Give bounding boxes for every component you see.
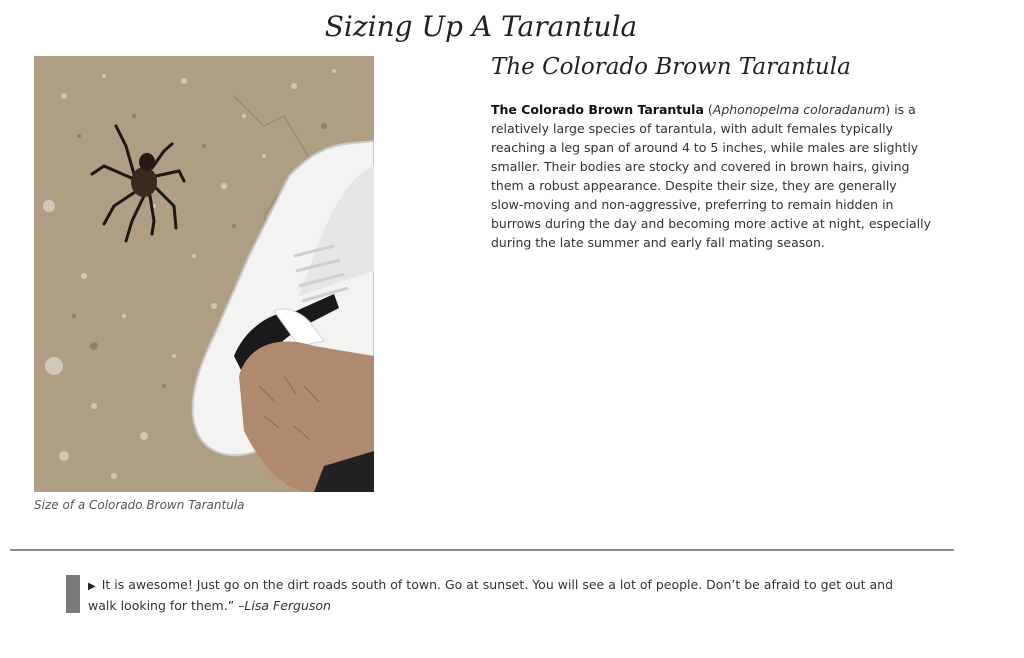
article-paragraph xyxy=(491,100,931,252)
scientific-name: Aphonopelma coloradanum xyxy=(712,102,886,117)
photo-caption: Size of a Colorado Brown Tarantula xyxy=(34,498,245,512)
attribution-dash: – xyxy=(234,598,245,613)
quote-text xyxy=(88,575,903,615)
blockquote xyxy=(66,575,906,613)
article-body: ) is a relatively large species of tarantula, with adult females typically reaching a leg span of around 4 to 5 inches, while males are slightly smaller. Their bodies are stocky and covered in brown hairs, giving them a robust appearance. Despite their size, they are generally slow-moving and non-aggressive, preferring to remain hidden in burrows during the day and becoming more active at night, especially during the late summer and early fall mating season. xyxy=(491,102,931,250)
section-heading: The Colorado Brown Tarantula xyxy=(491,54,851,80)
play-triangle-icon[interactable]: ▶ xyxy=(88,581,96,592)
quote-body: It is awesome! Just go on the dirt roads south of town. Go at sunset. You will see a lot of people. Don’t be afraid to get out and walk looking for them.” xyxy=(88,577,894,613)
tarantula-photo xyxy=(34,56,374,492)
open-paren: ( xyxy=(703,102,713,117)
quote-author: Lisa Ferguson xyxy=(244,598,331,613)
quote-bar xyxy=(66,575,80,613)
species-name-bold: The Colorado Brown Tarantula xyxy=(491,102,704,117)
page-title: Sizing Up A Tarantula xyxy=(324,10,638,43)
tarantula-body xyxy=(131,167,157,197)
tarantula-and-shoe-illustration xyxy=(34,56,374,492)
section-divider xyxy=(10,549,954,551)
